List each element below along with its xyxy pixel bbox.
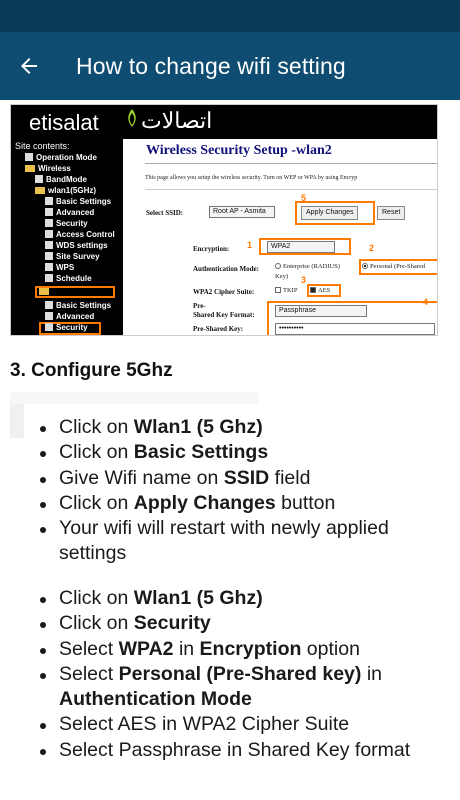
cipher-tkip-checkbox[interactable]: TKIP [275, 287, 297, 294]
reset-button[interactable]: Reset [377, 206, 405, 220]
step-number: 4 [423, 297, 429, 307]
step-text: Select AES in WPA2 Cipher Suite [59, 713, 350, 736]
tree-item[interactable]: Operation Mode [25, 153, 97, 162]
step-text: Click on [59, 587, 134, 609]
list-item [30, 738, 450, 763]
emphasis-text: Wlan1 (5 Ghz) [133, 416, 263, 438]
step-text: Click on [59, 491, 134, 514]
list-item [30, 586, 450, 611]
panel-description: This page allows you setup the wireless security. Turn on WEP or WPA by using Encryp [145, 175, 358, 181]
select-ssid-label: Select SSID: [146, 209, 184, 217]
tree-item[interactable]: wlan1(5GHz) [35, 186, 96, 195]
step-number: 2 [369, 243, 375, 253]
apply-changes-button[interactable]: Apply Changes [301, 206, 358, 220]
back-button[interactable] [0, 32, 58, 100]
emphasis-text: Authentication Mode [59, 688, 252, 711]
auth-mode-label: Authentication Mode: [193, 265, 259, 273]
step-text: Give Wifi name on [59, 466, 224, 489]
tree-item[interactable]: Security [45, 219, 88, 228]
encryption-select[interactable]: WPA2 [267, 241, 335, 253]
cipher-suite-label: WPA2 Cipher Suite: [193, 288, 255, 296]
step-text: option [301, 637, 360, 660]
step-text: Your wifi will restart with newly applied settings [59, 517, 389, 565]
list-item [30, 712, 450, 737]
step-text: field [269, 466, 311, 489]
tree-item[interactable]: BandMode [35, 175, 87, 184]
emphasis-text: Apply Changes [133, 491, 276, 514]
emphasis-text: WPA2 [118, 637, 174, 660]
cipher-aes-checkbox[interactable]: AES [310, 287, 330, 294]
emphasis-text: SSID [223, 466, 270, 489]
list-item [30, 415, 450, 440]
step-text: in [173, 637, 200, 660]
tree-item[interactable]: Basic Settings [45, 197, 111, 206]
auth-option-suffix: Key) [275, 273, 288, 280]
site-tree [11, 139, 123, 336]
status-bar [0, 0, 460, 32]
brand-logo-ar: اتصالات [141, 108, 213, 133]
psk-format-label: Pre- [193, 302, 206, 310]
list-item [30, 611, 450, 636]
list-item [30, 440, 450, 465]
tree-item[interactable]: Basic Settings [45, 301, 111, 310]
step-text: button [275, 491, 336, 514]
step-text: Click on [59, 441, 134, 464]
tree-item[interactable]: Advanced [45, 312, 94, 321]
tree-item[interactable]: Schedule [45, 274, 92, 283]
emphasis-text: Security [133, 612, 211, 635]
list-item [30, 662, 450, 713]
security-setup-panel [123, 139, 438, 336]
list-item [30, 491, 450, 516]
tree-item[interactable]: Wireless [25, 164, 71, 173]
panel-title: Wireless Security Setup -wlan2 [146, 143, 332, 158]
psk-input[interactable]: •••••••••• [275, 323, 435, 335]
emphasis-text: Basic Settings [133, 441, 269, 464]
step-text: Click on [59, 416, 134, 438]
encryption-label: Encryption: [193, 245, 230, 253]
divider [145, 189, 438, 190]
list-item [30, 637, 450, 662]
app-bar [0, 32, 460, 100]
tree-heading: Site contents: [15, 141, 70, 151]
step-text: Select Passphrase in Shared Key format [59, 738, 411, 761]
list-item [30, 466, 450, 491]
step-text: in [361, 662, 383, 685]
tree-item[interactable]: Site Survey [45, 252, 100, 261]
tree-item[interactable]: WDS settings [45, 241, 108, 250]
divider [10, 392, 258, 404]
ssid-select[interactable]: Root AP - Asmita [209, 206, 275, 218]
section-heading: 3. Configure 5Ghz [10, 360, 173, 381]
step-text: Click on [59, 612, 134, 635]
page-title: How to change wifi setting [76, 52, 346, 79]
router-screenshot-image [10, 104, 438, 336]
step-number: 1 [247, 240, 253, 250]
psk-format-label: Shared Key Format: [193, 311, 255, 319]
tree-item-security[interactable]: Security [45, 323, 88, 332]
tree-item[interactable]: Advanced [45, 208, 94, 217]
emphasis-text: Encryption [199, 637, 302, 660]
etisalat-logo-icon [123, 107, 141, 135]
divider [145, 163, 438, 164]
tree-item[interactable]: Access Control [45, 230, 115, 239]
divider [10, 404, 24, 438]
router-header [11, 105, 438, 139]
step-number: 5 [301, 193, 307, 203]
tree-item[interactable]: WPS [45, 263, 74, 272]
psk-format-select[interactable]: Passphrase [275, 305, 367, 317]
steps-list [30, 586, 450, 763]
emphasis-text: Wlan1 (5 Ghz) [133, 587, 263, 609]
steps-list [30, 415, 450, 567]
tree-folder-icon[interactable] [39, 287, 52, 296]
step-number: 3 [301, 275, 307, 285]
auth-personal-option[interactable]: Personal (Pre-Shared [362, 263, 425, 270]
auth-enterprise-option[interactable]: Enterprise (RADIUS) [275, 263, 340, 270]
emphasis-text: Personal (Pre-Shared key) [118, 662, 362, 685]
list-item [30, 516, 450, 567]
brand-logo-en: etisalat [29, 110, 99, 135]
psk-label: Pre-Shared Key: [193, 325, 244, 333]
step-text: Select [59, 662, 119, 685]
step-text: Select [59, 637, 119, 660]
arrow-left-icon [17, 54, 41, 78]
